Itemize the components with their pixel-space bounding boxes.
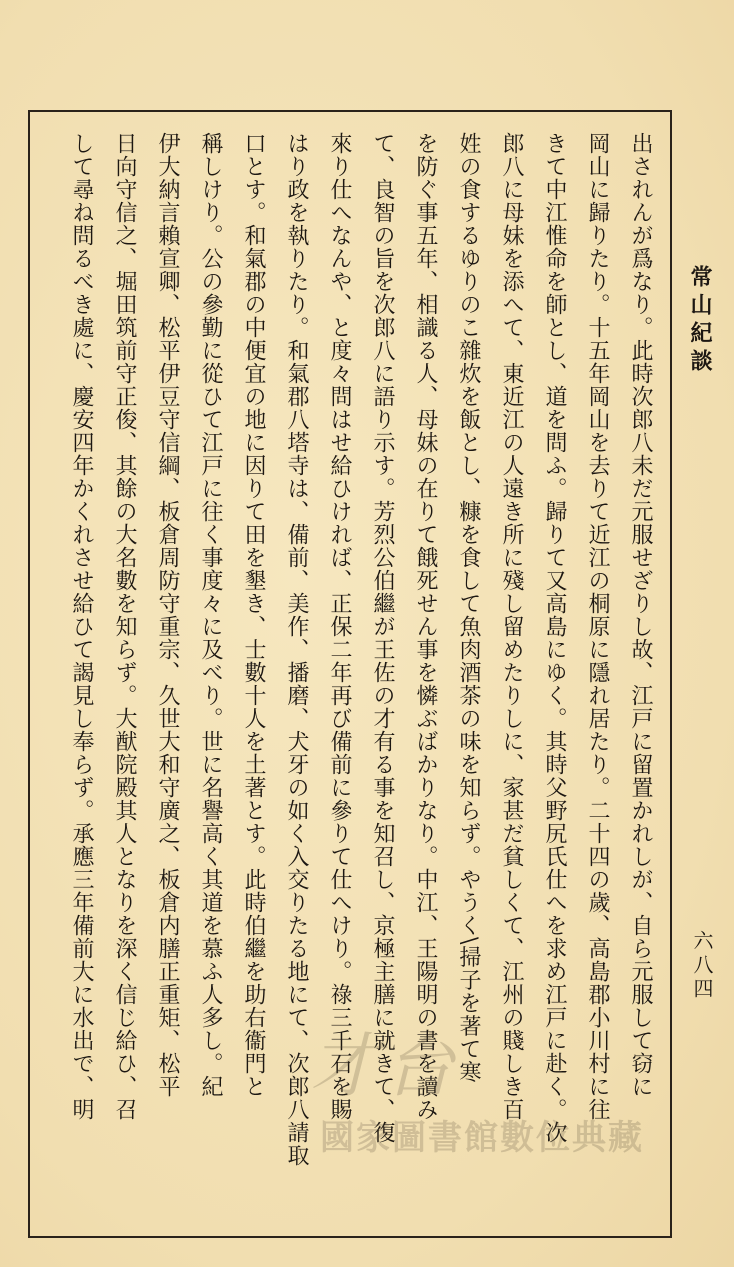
text-column: 伊大納言賴宣卿、松平伊豆守信綱、板倉周防守重宗、久世大和守廣之、板倉内膳正重矩、松平 bbox=[155, 132, 180, 1098]
text-column: はり政を執りたり。和氣郡八塔寺は、備前、美作、播磨、犬牙の如く入交りたる地にて、次郎八請取 bbox=[284, 132, 309, 1167]
running-title: 常山紀談 bbox=[687, 265, 713, 377]
text-column: 出されんが爲なり。此時次郎八未だ元服せざりし故、江戸に留置かれしが、自ら元服して窃に bbox=[628, 132, 653, 1098]
watermark-logo: 才台 bbox=[310, 1025, 458, 1107]
page-number: 六八四 bbox=[690, 930, 714, 1002]
library-watermark bbox=[300, 1010, 680, 1160]
text-column: 姓の食するゆりのこ雜炊を飯とし、糠を食して魚肉酒茶の味を知らず。やうく\掃子を著て寒 bbox=[456, 132, 481, 1084]
text-column: 來り仕へなんや、と度々問はせ給ひければ、正保二年再び備前に參りて仕へけり。祿三千石を賜 bbox=[327, 132, 352, 1121]
text-column: きて中江惟命を師とし、道を問ふ。歸りて又高島にゆく。其時父野尻氏仕へを求め江戸に赴く。次 bbox=[542, 132, 567, 1144]
text-column: 郎八に母妹を添へて、東近江の人遠き所に殘し留めたりしに、家甚だ貧しくて、江州の賤しき百 bbox=[499, 132, 524, 1121]
text-column: 口とす。和氣郡の中便宜の地に因りて田を墾き、士數十人を土著とす。此時伯繼を助右衞門と bbox=[241, 132, 266, 1098]
text-column: て、良智の旨を次郎八に語り示す。芳烈公伯繼が王佐の才有る事を知召し、京極主膳に就きて、復 bbox=[370, 132, 395, 1144]
text-column: 稱しけり。公の參勤に從ひて江戸に往く事度々に及べり。世に名譽高く其道を慕ふ人多し。紀 bbox=[198, 132, 223, 1098]
watermark-text: 國家圖書館數位典藏 bbox=[320, 1118, 644, 1158]
text-column: 岡山に歸りたり。十五年岡山を去りて近江の桐原に隱れ居たり。二十四の歲、高島郡小川村に往 bbox=[585, 132, 610, 1121]
text-column: 日向守信之、堀田筑前守正俊、其餘の大名數を知らず。大猷院殿其人となりを深く信じ給ひ、召 bbox=[112, 132, 137, 1121]
text-column: を防ぐ事五年、相識る人、母妹の在りて餓死せん事を憐ぶばかりなり。中江、王陽明の書を讀み bbox=[413, 132, 438, 1121]
text-column: して尋ね問るべき處に、慶安四年かくれさせ給ひて謁見し奉らず。承應三年備前大に水出で、明 bbox=[69, 132, 94, 1121]
